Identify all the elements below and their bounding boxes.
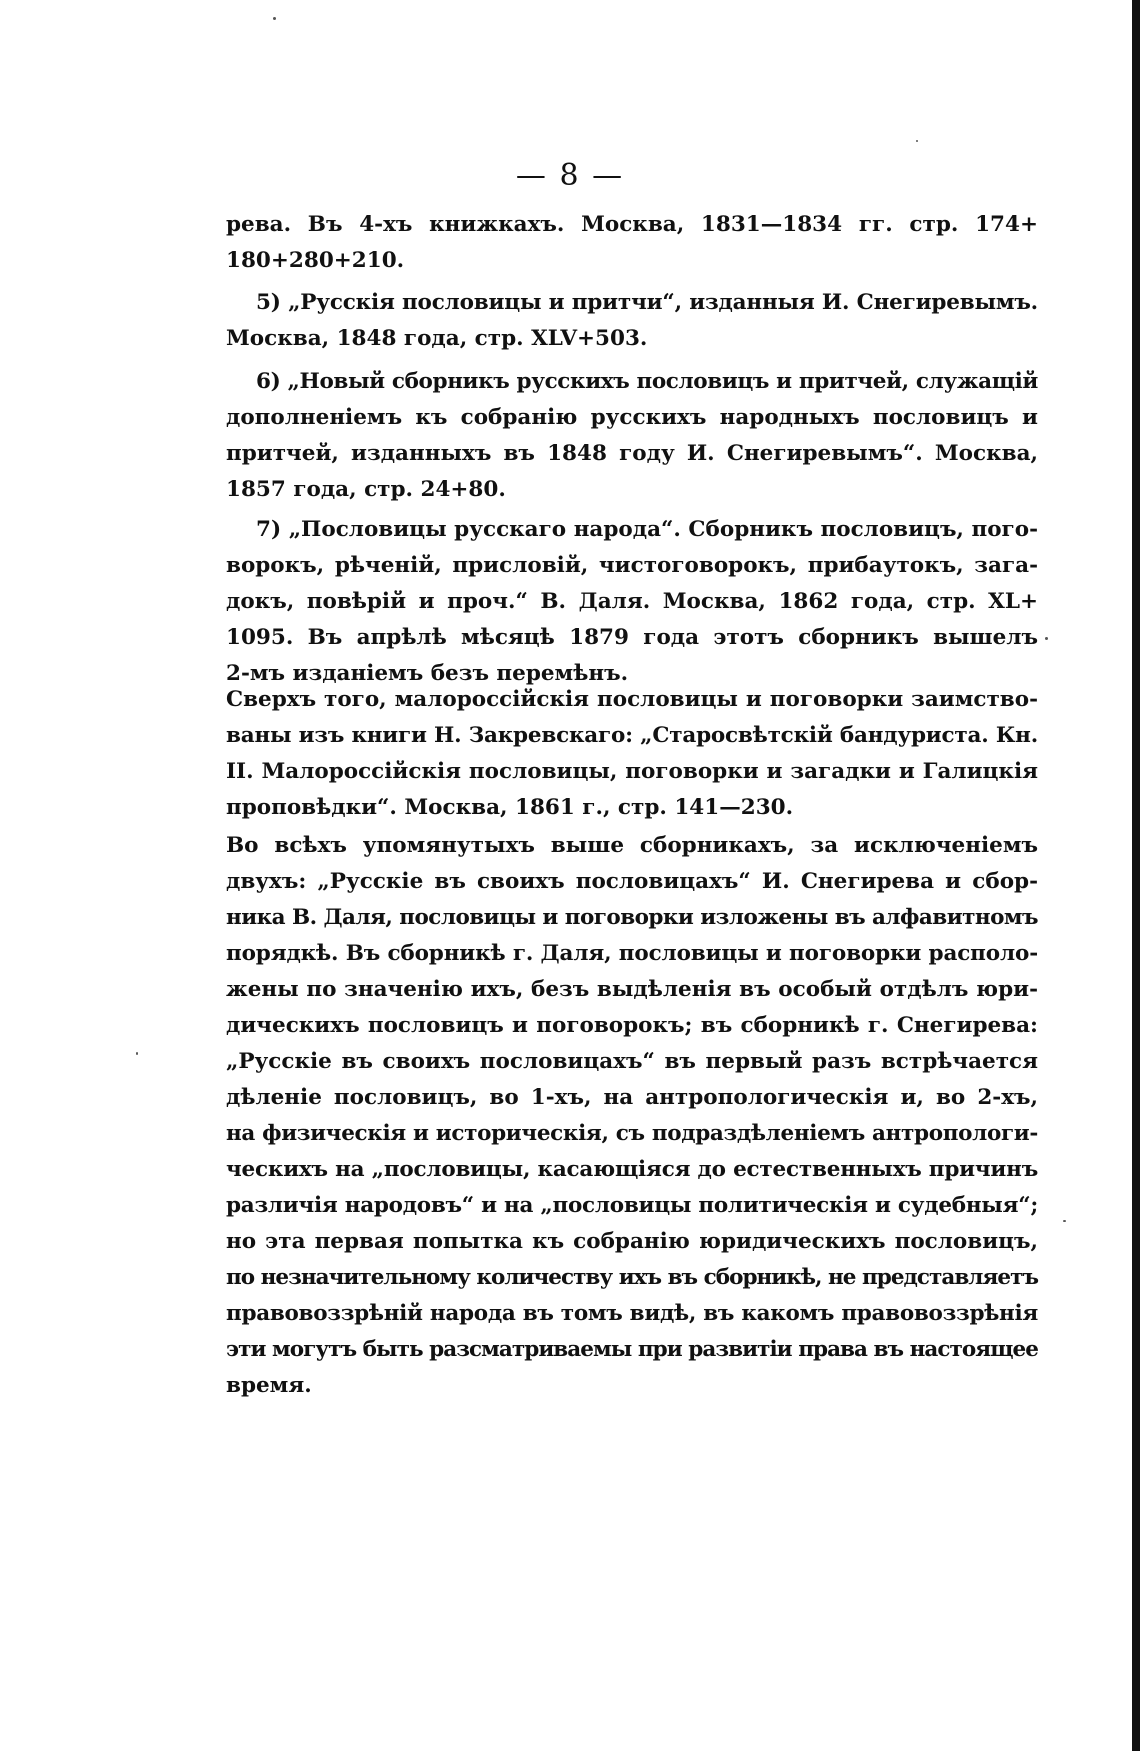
scan-speck [136, 1052, 138, 1055]
text-line: 5) „Русскія пословицы и притчи“, изданныя И. Снегиревымъ. [256, 290, 1038, 315]
reference-item-5 [226, 285, 1038, 357]
text-line: время. [226, 1373, 312, 1398]
text-line: эти могутъ быть разсматриваемы при развитіи права въ настоящее [226, 1337, 1038, 1362]
text-line: докъ, повѣрій и проч.“ В. Даля. Москва, 1862 года, стр. XL+ [226, 589, 1038, 614]
text-line: ворокъ, рѣченій, присловій, чистоговорокъ, прибаутокъ, зага- [226, 553, 1038, 578]
scan-speck [1063, 1220, 1066, 1222]
text-line: Москва, 1848 года, стр. XLV+503. [226, 326, 648, 351]
text-line: 2-мъ изданіемъ безъ перемѣнъ. [226, 661, 629, 686]
text-line: 6) „Новый сборникъ русскихъ пословицъ и притчей, служащій [256, 369, 1038, 394]
scan-speck [273, 17, 276, 20]
text-line: ника В. Даля, пословицы и поговорки изложены въ алфавитномъ [226, 905, 1038, 930]
scan-speck [916, 140, 918, 142]
paragraph-sverkh [226, 682, 1038, 826]
text-line: дополненіемъ къ собранію русскихъ народныхъ пословицъ и [226, 405, 1038, 430]
text-line: на физическія и историческія, съ подраздѣленіемъ антропологи- [226, 1121, 1038, 1146]
text-line: по незначительному количеству ихъ въ сборникѣ, не представляетъ [226, 1265, 1038, 1290]
text-line: 7) „Пословицы русскаго народа“. Сборникъ пословицъ, пого- [256, 517, 1038, 542]
text-line: 1857 года, стр. 24+80. [226, 477, 506, 502]
continuation-paragraph [226, 207, 1038, 279]
page-edge-shadow [1132, 0, 1140, 1751]
text-line: рева. Въ 4-хъ книжкахъ. Москва, 1831—1834 гг. стр. 174+ [226, 212, 1038, 237]
text-line: притчей, изданныхъ въ 1848 году И. Снегиревымъ“. Москва, [226, 441, 1038, 466]
text-line: дѣленіе пословицъ, во 1-хъ, на антропологическія и, во 2-хъ, [226, 1085, 1038, 1110]
text-line: правовоззрѣній народа въ томъ видѣ, въ какомъ правовоззрѣнія [226, 1301, 1038, 1326]
text-line: порядкѣ. Въ сборникѣ г. Даля, пословицы и поговорки располо- [226, 941, 1038, 966]
text-line: „Русскіе въ своихъ пословицахъ“ въ первый разъ встрѣчается [226, 1049, 1038, 1074]
text-line: Во всѣхъ упомянутыхъ выше сборникахъ, за исключеніемъ [226, 833, 1038, 858]
text-line: но эта первая попытка къ собранію юридическихъ пословицъ, [226, 1229, 1038, 1254]
text-line: проповѣдки“. Москва, 1861 г., стр. 141—230. [226, 795, 794, 820]
text-line: дическихъ пословицъ и поговорокъ; въ сборникѣ г. Снегирева: [226, 1013, 1038, 1038]
reference-item-7 [226, 512, 1038, 692]
text-line: ваны изъ книги Н. Закревскаго: „Старосвѣтскій бандуриста. Кн. [226, 723, 1038, 748]
reference-item-6 [226, 364, 1038, 508]
text-line: ческихъ на „пословицы, касающіяся до естественныхъ причинъ [226, 1157, 1038, 1182]
text-line: двухъ: „Русскіе въ своихъ пословицахъ“ И. Снегирева и сбор- [226, 869, 1038, 894]
text-line: Сверхъ того, малороссійскія пословицы и поговорки заимство- [226, 687, 1038, 712]
page-number: — 8 — [515, 158, 625, 193]
text-line: жены по значенію ихъ, безъ выдѣленія въ особый отдѣлъ юри- [226, 977, 1038, 1002]
scan-speck [1045, 637, 1048, 640]
text-line: 180+280+210. [226, 248, 405, 273]
text-line: различія народовъ“ и на „пословицы политическія и судебныя“; [226, 1193, 1038, 1218]
paragraph-vo-vsekh [226, 828, 1038, 1404]
text-line: II. Малороссійскія пословицы, поговорки и загадки и Галицкія [226, 759, 1038, 784]
text-line: 1095. Въ апрѣлѣ мѣсяцѣ 1879 года этотъ сборникъ вышелъ [226, 625, 1038, 650]
